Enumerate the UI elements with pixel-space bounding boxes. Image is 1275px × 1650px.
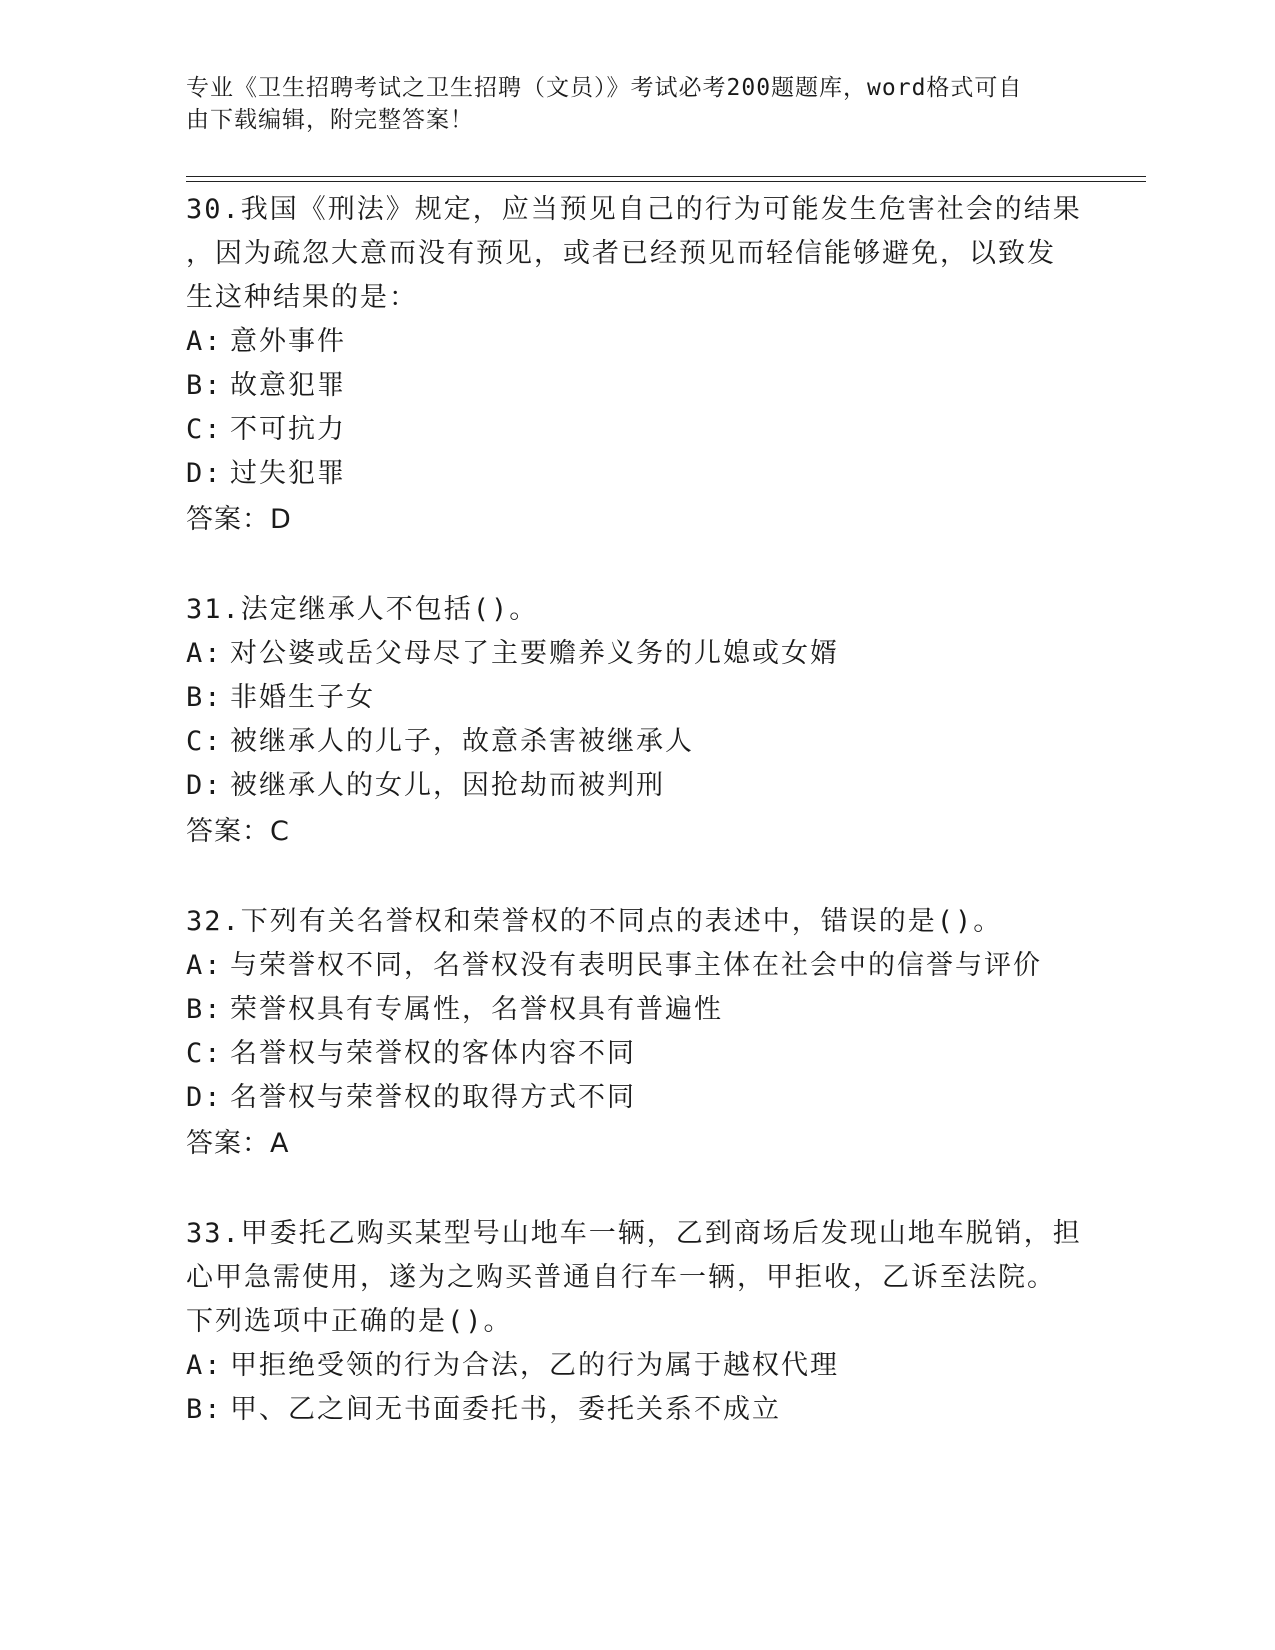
- option-letter: B:: [186, 682, 223, 713]
- option-a: [186, 1344, 1086, 1388]
- option-b: [186, 988, 1086, 1032]
- question-stem-line: 下列选项中正确的是()。: [186, 1306, 513, 1337]
- option-letter: D:: [186, 458, 223, 489]
- option-b: [186, 1388, 1086, 1432]
- question-stem-line: 32.下列有关名誉权和荣誉权的不同点的表述中，错误的是()。: [186, 906, 1003, 937]
- question-32: [186, 900, 1086, 1168]
- document-header: [186, 72, 1066, 136]
- option-a: [186, 632, 1086, 676]
- question-stem-line: 30.我国《刑法》规定，应当预见自己的行为可能发生危害社会的结果: [186, 194, 1082, 225]
- option-d: [186, 764, 1086, 808]
- option-letter: D:: [186, 770, 223, 801]
- option-b: [186, 364, 1086, 408]
- option-b: [186, 676, 1086, 720]
- header-line-2: 由下载编辑，附完整答案！: [186, 107, 474, 133]
- option-text: 被继承人的儿子，故意杀害被继承人: [230, 726, 694, 757]
- option-letter: B:: [186, 370, 223, 401]
- question-stem-line: 生这种结果的是：: [186, 282, 418, 313]
- answer-line: 答案：D: [186, 504, 292, 535]
- header-divider-top: [186, 176, 1146, 177]
- option-d: [186, 452, 1086, 496]
- option-text: 故意犯罪: [230, 370, 346, 401]
- question-33: [186, 1212, 1086, 1432]
- question-30: [186, 188, 1086, 544]
- option-text: 荣誉权具有专属性，名誉权具有普遍性: [230, 994, 723, 1025]
- option-text: 意外事件: [230, 326, 346, 357]
- question-stem-line: 33.甲委托乙购买某型号山地车一辆，乙到商场后发现山地车脱销，担: [186, 1218, 1082, 1249]
- question-list: [186, 188, 1086, 1476]
- option-a: [186, 944, 1086, 988]
- option-text: 被继承人的女儿，因抢劫而被判刑: [230, 770, 665, 801]
- option-c: [186, 720, 1086, 764]
- option-a: [186, 320, 1086, 364]
- option-text: 名誉权与荣誉权的客体内容不同: [230, 1038, 636, 1069]
- question-stem-line: 心甲急需使用，遂为之购买普通自行车一辆，甲拒收，乙诉至法院。: [186, 1262, 1056, 1293]
- option-letter: B:: [186, 1394, 223, 1425]
- option-text: 与荣誉权不同，名誉权没有表明民事主体在社会中的信誉与评价: [230, 950, 1042, 981]
- question-31: [186, 588, 1086, 856]
- option-d: [186, 1076, 1086, 1120]
- option-text: 不可抗力: [230, 414, 346, 445]
- option-letter: B:: [186, 994, 223, 1025]
- answer-line: 答案：C: [186, 816, 290, 847]
- option-text: 过失犯罪: [230, 458, 346, 489]
- header-divider-bottom: [186, 181, 1146, 182]
- header-line-1: 专业《卫生招聘考试之卫生招聘（文员）》考试必考200题题库，word格式可自: [186, 75, 1023, 101]
- option-letter: C:: [186, 726, 223, 757]
- question-stem-line: 31.法定继承人不包括()。: [186, 594, 539, 625]
- question-stem-line: ，因为疏忽大意而没有预见，或者已经预见而轻信能够避免，以致发: [186, 238, 1056, 269]
- option-text: 对公婆或岳父母尽了主要赡养义务的儿媳或女婿: [230, 638, 839, 669]
- option-letter: A:: [186, 1350, 223, 1381]
- option-text: 甲拒绝受领的行为合法，乙的行为属于越权代理: [230, 1350, 839, 1381]
- option-letter: A:: [186, 326, 223, 357]
- option-c: [186, 408, 1086, 452]
- option-letter: A:: [186, 638, 223, 669]
- option-text: 名誉权与荣誉权的取得方式不同: [230, 1082, 636, 1113]
- option-letter: D:: [186, 1082, 223, 1113]
- option-letter: A:: [186, 950, 223, 981]
- option-text: 甲、乙之间无书面委托书，委托关系不成立: [230, 1394, 781, 1425]
- option-c: [186, 1032, 1086, 1076]
- option-letter: C:: [186, 1038, 223, 1069]
- option-letter: C:: [186, 414, 223, 445]
- option-text: 非婚生子女: [230, 682, 375, 713]
- answer-line: 答案：A: [186, 1128, 290, 1159]
